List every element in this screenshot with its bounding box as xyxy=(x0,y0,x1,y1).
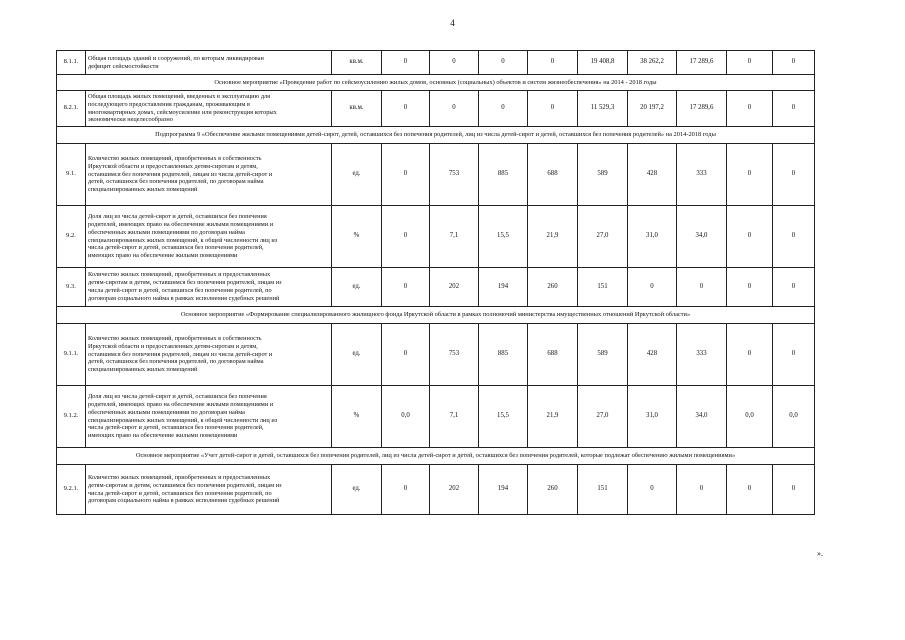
section-row xyxy=(57,448,815,465)
value-cell: 0 xyxy=(727,144,773,206)
value-cell: 151 xyxy=(578,465,628,515)
description-line: детей, оставшихся без попечения родителей, по договорам найма xyxy=(88,178,264,186)
description-line: последующего предоставления гражданам, проживающим в xyxy=(88,100,250,108)
value-cell: 0 xyxy=(727,268,773,307)
value-cell: 0 xyxy=(628,465,677,515)
description-line: Доля лиц из числа детей-сирот и детей, оставшихся без попечения xyxy=(88,212,267,220)
row-number: 9.1.1. xyxy=(57,324,86,386)
value-cell: 0 xyxy=(382,91,430,127)
value-cell: 151 xyxy=(578,268,628,307)
section-title: Подпрограмма 9 «Обеспечение жилыми помещениями детей-сирот, детей, оставшихся без попечения родителей, лиц из числа детей-сирот и детей, оставшихся без попечения родителей» на 2014-2018 годы xyxy=(57,127,815,144)
description-line: обеспеченных жилыми помещениями по договорам найма xyxy=(88,228,245,236)
indicators-table xyxy=(56,50,815,515)
value-cell: 0 xyxy=(382,465,430,515)
description-line: Иркутской области и предоставленных детям-сиротам и детям, xyxy=(88,162,258,170)
value-cell: 260 xyxy=(528,268,578,307)
value-cell: 753 xyxy=(430,324,479,386)
table-row xyxy=(57,51,815,75)
unit-cell: ед. xyxy=(332,268,382,307)
value-cell: 0 xyxy=(727,91,773,127)
value-cell: 688 xyxy=(528,144,578,206)
value-cell: 0 xyxy=(773,268,815,307)
description-line: детей, оставшихся без попечения родителей, по договорам найма xyxy=(88,358,264,366)
value-cell: 0 xyxy=(773,324,815,386)
value-cell: 31,0 xyxy=(628,206,677,268)
value-cell: 885 xyxy=(479,324,528,386)
unit-cell: % xyxy=(332,206,382,268)
value-cell: 17 289,6 xyxy=(677,51,727,75)
description-line: числа детей-сирот и детей, оставшихся без попечения родителей, по xyxy=(88,287,272,294)
value-cell: 11 529,3 xyxy=(578,91,628,127)
value-cell: 0 xyxy=(528,51,578,75)
description-line: специализированных жилых помещений, к общей численности лиц из xyxy=(88,236,278,244)
table-row xyxy=(57,465,815,515)
value-cell: 0 xyxy=(727,324,773,386)
indicator-description xyxy=(86,324,332,386)
unit-cell: % xyxy=(332,386,382,448)
indicator-description xyxy=(86,386,332,448)
description-line: имеющих право на обеспечение жилыми помещениями xyxy=(88,252,238,260)
description-line: детям-сиротам и детям, оставшимся без попечения родителей, лицам из xyxy=(88,279,282,287)
description-line: экономически нецелесообразно xyxy=(88,116,173,124)
value-cell: 20 197,2 xyxy=(628,91,677,127)
value-cell: 688 xyxy=(528,324,578,386)
description-line: специализированных жилых помещений xyxy=(88,366,198,374)
value-cell: 27,0 xyxy=(578,206,628,268)
description-line: Общая площадь зданий и сооружений, по которым ликвидирован xyxy=(88,54,264,62)
description-line: Количество жилых помещений, приобретенных в собственность xyxy=(88,334,262,342)
value-cell: 0 xyxy=(677,465,727,515)
page-number: 4 xyxy=(450,18,455,28)
value-cell: 21,9 xyxy=(528,386,578,448)
description-line: Количество жилых помещений, приобретенных и предоставленных xyxy=(88,271,271,279)
unit-cell: ед. xyxy=(332,324,382,386)
description-line: Количество жилых помещений, приобретенных и предоставленных xyxy=(88,473,271,481)
value-cell: 0 xyxy=(382,206,430,268)
value-cell: 15,5 xyxy=(479,386,528,448)
section-title: Основное мероприятие «Формирование специализированного жилищного фонда Иркутской области в рамках полномочий министерства имущественных отношений Иркутской области» xyxy=(57,307,815,324)
value-cell: 885 xyxy=(479,144,528,206)
value-cell: 0 xyxy=(727,206,773,268)
value-cell: 0,0 xyxy=(382,386,430,448)
description-line: числа детей-сирот и детей, оставшихся без попечения родителей, по xyxy=(88,489,272,497)
table-row xyxy=(57,386,815,448)
table-row xyxy=(57,144,815,206)
indicator-description xyxy=(86,465,332,515)
description-line: числа детей-сирот и детей, оставшихся без попечения родителей, xyxy=(88,424,264,432)
section-row xyxy=(57,75,815,91)
section-title: Основное мероприятие «Учет детей-сирот и детей, оставшихся без попечения родителей, лиц из числа детей-сирот и детей, оставшихся без попечения родителей, которые подлежат обеспечению жилыми помещениями» xyxy=(57,448,815,465)
description-line: договорам социального найма в рамках исполнения судебных решений xyxy=(88,294,280,302)
section-row xyxy=(57,307,815,324)
value-cell: 0 xyxy=(727,465,773,515)
value-cell: 194 xyxy=(479,268,528,307)
value-cell: 753 xyxy=(430,144,479,206)
description-line: обеспеченных жилыми помещениями по договорам найма xyxy=(88,408,245,416)
value-cell: 17 289,6 xyxy=(677,91,727,127)
indicator-description xyxy=(86,268,332,307)
value-cell: 333 xyxy=(677,324,727,386)
value-cell: 194 xyxy=(479,465,528,515)
description-line: оставшимся без попечения родителей, лицам из числа детей-сирот и xyxy=(88,170,273,178)
description-line: договорам социального найма в рамках исполнения судебных решений xyxy=(88,497,280,505)
section-row xyxy=(57,127,815,144)
description-line: Количество жилых помещений, приобретенных в собственность xyxy=(88,154,262,162)
indicator-description xyxy=(86,91,332,127)
table-row xyxy=(57,206,815,268)
value-cell: 0 xyxy=(773,206,815,268)
value-cell: 0 xyxy=(773,465,815,515)
value-cell: 0 xyxy=(479,51,528,75)
description-line: Доля лиц из числа детей-сирот и детей, оставшихся без попечения xyxy=(88,392,267,400)
value-cell: 0 xyxy=(677,268,727,307)
table-body xyxy=(57,51,815,515)
value-cell: 0 xyxy=(773,51,815,75)
value-cell: 202 xyxy=(430,465,479,515)
row-number: 9.2. xyxy=(57,206,86,268)
table-row xyxy=(57,268,815,307)
description-line: оставшимся без попечения родителей, лицам из числа детей-сирот и xyxy=(88,350,273,358)
row-number: 8.2.1. xyxy=(57,91,86,127)
value-cell: 7,1 xyxy=(430,386,479,448)
row-number: 9.1. xyxy=(57,144,86,206)
value-cell: 428 xyxy=(628,324,677,386)
description-line: родителей, имеющих право на обеспечение жилыми помещениями и xyxy=(88,400,274,408)
indicator-description xyxy=(86,144,332,206)
value-cell: 589 xyxy=(578,144,628,206)
value-cell: 0 xyxy=(727,51,773,75)
row-number: 8.1.1. xyxy=(57,51,86,75)
value-cell: 0 xyxy=(628,268,677,307)
description-line: дефицит сейсмостойкости xyxy=(88,62,159,70)
value-cell: 260 xyxy=(528,465,578,515)
unit-cell: ед. xyxy=(332,144,382,206)
unit-cell: кв.м. xyxy=(332,51,382,75)
value-cell: 0 xyxy=(382,144,430,206)
value-cell: 428 xyxy=(628,144,677,206)
description-line: специализированных жилых помещений xyxy=(88,186,198,194)
value-cell: 0,0 xyxy=(727,386,773,448)
value-cell: 21,9 xyxy=(528,206,578,268)
value-cell: 0 xyxy=(773,91,815,127)
value-cell: 27,0 xyxy=(578,386,628,448)
indicator-description xyxy=(86,206,332,268)
row-number: 9.1.2. xyxy=(57,386,86,448)
value-cell: 202 xyxy=(430,268,479,307)
value-cell: 333 xyxy=(677,144,727,206)
value-cell: 0 xyxy=(773,144,815,206)
value-cell: 38 262,2 xyxy=(628,51,677,75)
table-row xyxy=(57,91,815,127)
unit-cell: ед. xyxy=(332,465,382,515)
value-cell: 34,0 xyxy=(677,386,727,448)
value-cell: 0 xyxy=(382,51,430,75)
value-cell: 0 xyxy=(382,268,430,307)
description-line: имеющих право на обеспечение жилыми помещениями xyxy=(88,432,238,440)
unit-cell: кв.м. xyxy=(332,91,382,127)
value-cell: 15,5 xyxy=(479,206,528,268)
value-cell: 0,0 xyxy=(773,386,815,448)
value-cell: 589 xyxy=(578,324,628,386)
value-cell: 19 408,8 xyxy=(578,51,628,75)
description-line: Общая площадь жилых помещений, введенных в эксплуатацию для xyxy=(88,92,271,100)
description-line: родителей, имеющих право на обеспечение жилыми помещениями и xyxy=(88,220,274,228)
value-cell: 0 xyxy=(479,91,528,127)
row-number: 9.2.1. xyxy=(57,465,86,515)
indicator-description xyxy=(86,51,332,75)
value-cell: 0 xyxy=(430,51,479,75)
description-line: многоквартирных домах, сейсмоусиление или реконструкция которых xyxy=(88,108,277,116)
section-title: Основное мероприятие «Проведение работ по сейсмоусилению жилых домов, основных (социальных) объектов и систем жизнеобеспечения» на 2014 - 2018 годы xyxy=(57,75,815,91)
row-number: 9.3. xyxy=(57,268,86,307)
description-line: числа детей-сирот и детей, оставшихся без попечения родителей, xyxy=(88,244,264,252)
closing-quote: ». xyxy=(817,549,823,558)
value-cell: 7,1 xyxy=(430,206,479,268)
value-cell: 0 xyxy=(528,91,578,127)
description-line: детям-сиротам и детям, оставшимся без попечения родителей, лицам из xyxy=(88,481,282,489)
value-cell: 31,0 xyxy=(628,386,677,448)
description-line: Иркутской области и предоставленных детям-сиротам и детям, xyxy=(88,342,258,350)
description-line: специализированных жилых помещений, к общей численности лиц из xyxy=(88,416,278,424)
value-cell: 34,0 xyxy=(677,206,727,268)
value-cell: 0 xyxy=(382,324,430,386)
table-row xyxy=(57,324,815,386)
value-cell: 0 xyxy=(430,91,479,127)
